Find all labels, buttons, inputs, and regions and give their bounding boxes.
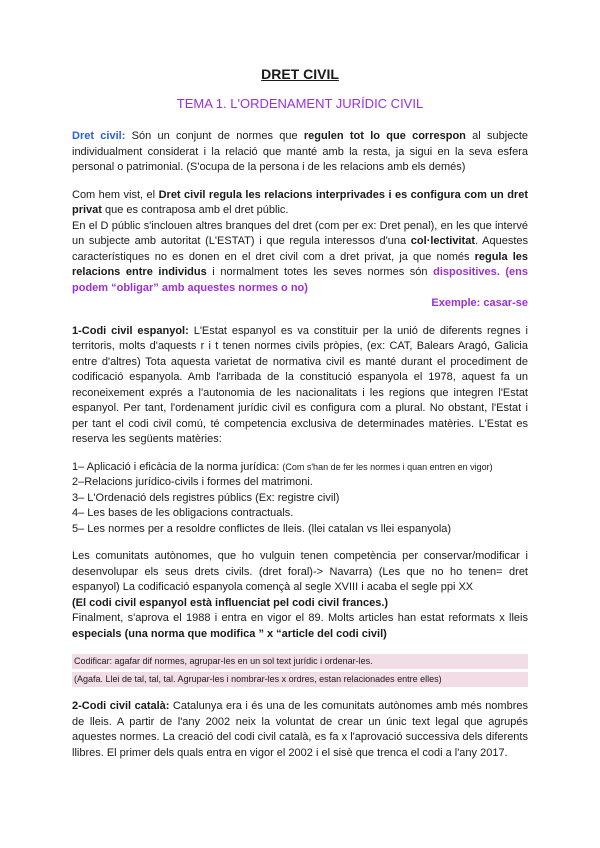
section-heading: 2-Codi civil català: [72, 700, 170, 712]
list-item: 5– Les normes per a resoldre conflictes de lleis. (llei catalan vs llei espanyola) [72, 522, 452, 535]
section-heading: 1-Codi civil espanyol: [72, 324, 189, 337]
catalan-civil-code-section: 2-Codi civil català: Catalunya era i és una de les comunitats autònomes amb més nombres de lleis. A partir de l'any 2002 neix la voluntat de crear un únic text legal que agrupés aquestes normes. La creació del codi civil català, es fa x l'aprovació successiva dels diferents llibres. El primer dels quals entra en vigor el 2002 i el sisè que trenca el codi a l'any 2017. [72, 700, 528, 759]
public-law-paragraph: En el D públic s'inclouen altres branques del dret (com per ex: Dret penal), en les que intervé un subjecte amb autoritat (L'ESTAT) i que regula interessos d'una col·lectivitat. Aquestes característiques no es donen en el dret civil com a dret privat, ja que només regula les relacions entre individus i normalment totes les seves normes són dispositives. (ens podem “obligar” amb aquestes normes o no) [72, 219, 529, 294]
definition-paragraph: Dret civil: Són un conjunt de normes que regulen tot lo que correspon al subjecte individualment considerat i la relació que manté amb la resta, ja sigui en la seva esfera personal o patrimonial. (S'ocupa de la persona i de les relacions amb els demés) [72, 130, 528, 173]
page-title: DRET CIVIL [261, 66, 339, 82]
highlight-note: (Agafa. Llei de tal, tal, tal. Agrupar-les i nombrar-les x ordres, estan relacionades entre elles) [72, 672, 528, 687]
approval-paragraph: Finalment, s'aprova el 1988 i entra en vigor el 89. Molts articles han estat reformats x lleis especials (una norma que modifica ” x “article del codi civil) [72, 612, 528, 640]
list-item: 2–Relacions jurídico-civils i formes del matrimoni. [72, 476, 313, 488]
reserved-matters-list [72, 460, 528, 538]
list-item: 4– Les bases de les obligacions contractuals. [72, 507, 294, 519]
example-note: Exemple: casar-se [431, 297, 528, 309]
page-subtitle: TEMA 1. L'ORDENAMENT JURÍDIC CIVIL [176, 96, 424, 111]
list-item: 3– L'Ordenació dels registres públics (Ex: registre civil) [72, 491, 340, 504]
spanish-civil-code-section: 1-Codi civil espanyol: L'Estat espanyol es va constituir per la unió de diferents regnes i territoris, molts d'aquests r i t tenen normes civils pròpies, (ex: CAT, Balears Aragó, Galicia entre d'altres) Tota aquesta varietat de normativa civil es manté durant el procediment de codificació espanyola. Amb l'arribada de la constitució espanyola el 1978, aquest fa un reconeixement exprés a l'autonomia de les nacionalitats i les regions que integren l'Estat espanyol. Per tant, l'ordenament jurídic civil es configura com a plural. No obstant, l'Estat i per tant el codi civil comú, té competencia exclusiva de determinades matèries. L'Estat es reserva les següents matèries: [72, 324, 528, 445]
document-page [72, 66, 528, 761]
list-item: 1– Aplicació i eficàcia de la norma jurídica: (Com s'han de fer les normes i quan entren en vigor) [72, 460, 493, 473]
term-dret-civil: Dret civil: [72, 130, 126, 142]
highlight-note: Codificar: agafar dif normes, agrupar-les en un sol text jurídic i ordenar-les. [72, 654, 528, 669]
autonomous-communities-paragraph: Les comunitats autònomes, que ho vulguin tenen competència per conservar/modificar i desenvolupar els seus drets civils. (dret foral)-> Navarra) (Les que no ho tenen= dret espanyol) La codificació espanyola començà al segle XVIII i acaba el segle ppi XX (El codi civil espanyol està influenciat pel codi civil frances.) [72, 550, 528, 609]
private-law-paragraph: Com hem vist, el Dret civil regula les relacions interprivades i es configura com un dret privat que es contraposa amb el dret públic. [72, 188, 528, 216]
